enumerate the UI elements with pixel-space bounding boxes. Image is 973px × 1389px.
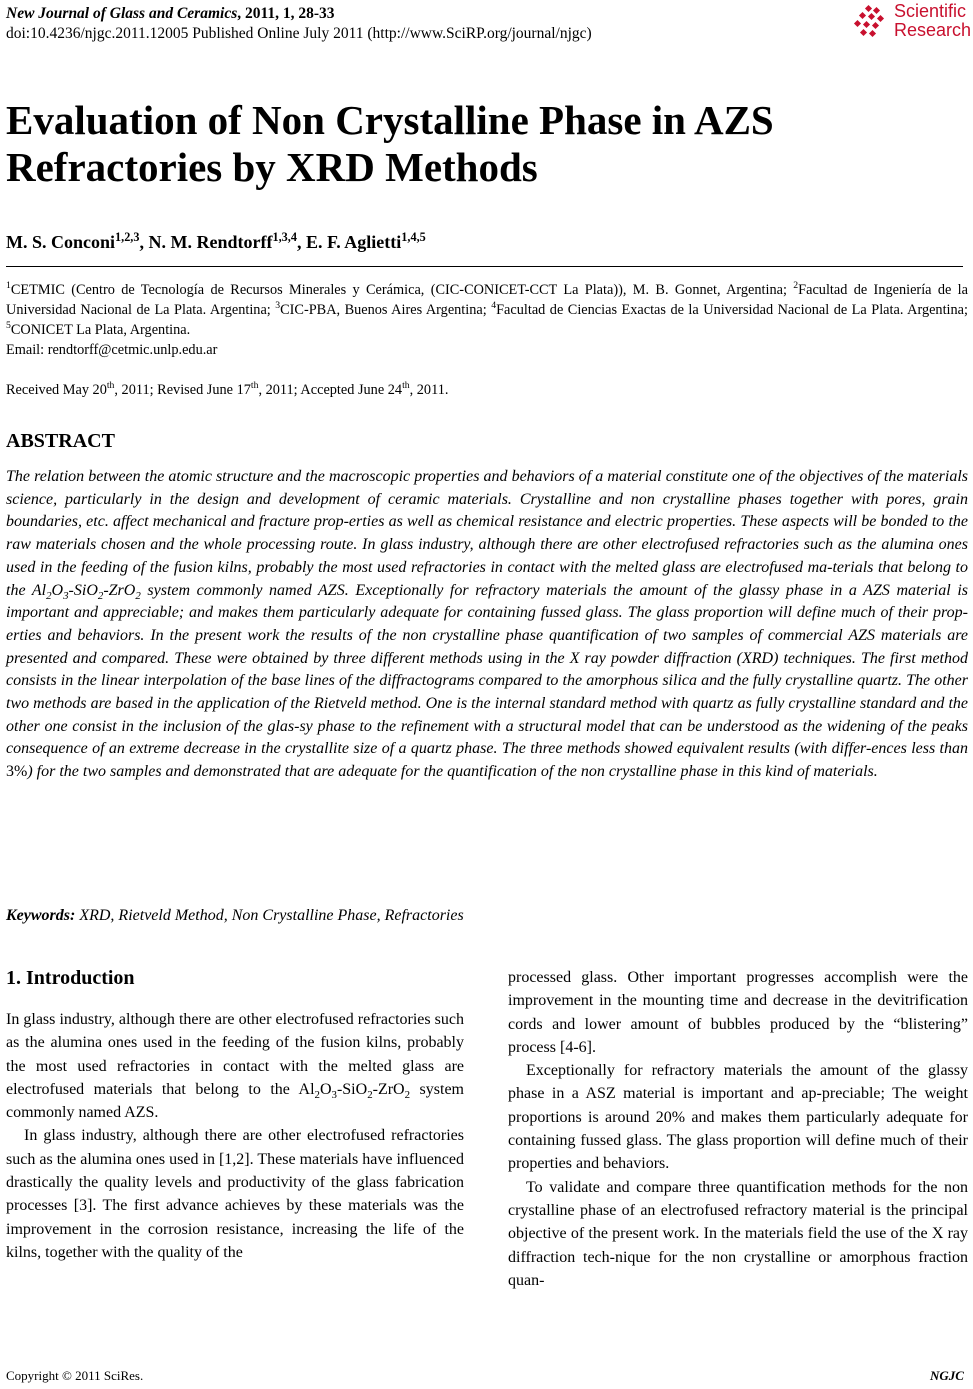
- header-divider: [6, 266, 963, 267]
- accepted-text: , 2011; Accepted June 24: [258, 382, 403, 398]
- logo-line2: Research: [894, 20, 972, 40]
- author-affiliation-sup: 1,4,5: [401, 230, 426, 244]
- abstract-heading: ABSTRACT: [6, 430, 115, 452]
- formula-sub: 2: [367, 1089, 373, 1102]
- contact-email: Email: rendtorff@cetmic.unlp.edu.ar: [6, 342, 218, 358]
- affiliations: [6, 280, 968, 360]
- author-name: E. F. Aglietti: [305, 232, 402, 252]
- abstract-sub: 2: [46, 589, 52, 602]
- affil-text: CETMIC (Centro de Tecnología de Recursos Minerales y Cerámica, (CIC-CONICET-CCT La Plata)), M. B. Gonnet, Argentina;: [10, 282, 794, 298]
- left-column: [6, 1008, 464, 1264]
- author-separator: ,: [139, 232, 149, 252]
- affil-text: CONICET La Plata, Argentina.: [10, 322, 191, 338]
- abstract-sub: 2: [135, 589, 141, 602]
- author-name: M. S. Conconi: [6, 232, 116, 252]
- formula-sub: 2: [404, 1089, 411, 1102]
- revised-text: , 2011; Revised June 17: [114, 382, 251, 398]
- paragraph-part: O: [319, 1080, 332, 1098]
- received-dates: [6, 382, 448, 399]
- paper-title: [6, 97, 966, 191]
- title-line2: Refractories by XRD Methods: [6, 144, 538, 190]
- affil-sup: 1: [6, 280, 11, 292]
- affil-text: CIC-PBA, Buenos Aires Argentina;: [280, 302, 492, 318]
- abstract-text: [6, 466, 968, 784]
- affil-text: Facultad de Ingeniería de la Universidad Nacional de La Plata. Argentina;: [6, 282, 968, 318]
- paragraph-part: system commonly named AZS.: [6, 1080, 464, 1122]
- paragraph: In glass industry, although there are other electrofused refractories such as the alumina ones used in [1,2]. These materials have influenced drastically the quality levels and productivity of the glass fabrication processes [3]. The first advance achieves by these materials was the improvement in the corrosion resistance, increasing the life of the kilns, together with the quality of the: [6, 1127, 464, 1261]
- abstract-part: system commonly named AZS. Exceptionally for refractory materials the amount of the glassy phase in a AZS material is important and appreciable; and makes them particularly adequate for containing fussed glass. The glass proportion will define much of their prop-erties and behaviors. In the present work the results of the non crystalline phase quantification of two samples of commercial AZS materials are presented and compared. These were obtained by three different methods using in the X ray powder diffraction (XRD) techniques. The first method consists in the linear interpolation of the base lines of the diffractograms compared to the amorphous silica and the fully crystalline quartz. The other two methods are based in the application of the Rietveld method. One is the internal standard method with quartz as fully crystalline standard and the other one consist in the inclusion of the glas-sy phase to the refinement with a structural model that can be understood as the widening of the peaks consequence of an extreme decrease in the crystallite size of a quartz phase. The three methods showed equivalent results (with differ-ences less than: [6, 581, 968, 758]
- abstract-part: 3%: [6, 763, 28, 781]
- footer-journal-abbr: NGJC: [930, 1368, 964, 1383]
- affil-sup: 4: [491, 300, 497, 312]
- revised-sup: th: [250, 380, 259, 392]
- abstract-part: ) for the two samples and demonstrated that are adequate for the quantification of the non crystalline phase in this kind of materials.: [27, 763, 878, 781]
- journal-name: New Journal of Glass and Ceramics: [6, 5, 238, 22]
- abstract-part: The relation between the atomic structure and the macroscopic properties and behaviors of a material constitute one of the objectives of the materials science, particularly in the design and development of ceramic materials. Crystalline and non crystalline phases together with pores, grain boundaries, etc. affect mechanical and fracture prop-erties as well as chemical resistance and electric properties. These aspects will be bonded to the raw materials chosen and the whole processing route. In glass industry, although there are other electrofused refractories such as the alumina ones used in the feeding of the fusion kilns, probably the most used refractories in contact with the melted glass are electrofused ma-terials that belong to the Al: [6, 468, 968, 599]
- abstract-part: -SiO: [68, 581, 98, 599]
- logo-line1: Scientific: [894, 1, 967, 21]
- affil-sup: 3: [275, 300, 281, 312]
- paragraph: Exceptionally for refractory materials the amount of the glassy phase in a ASZ material is important and ap-preciable; The weight proportions is around 20% and makes them particularly adequate for containing fussed glass. The glass proportion will define much of their properties and behaviors.: [508, 1062, 968, 1173]
- paragraph: [6, 1008, 464, 1124]
- abstract-part: O: [51, 581, 64, 599]
- author-name: N. M. Rendtorff: [148, 232, 273, 252]
- journal-header: [6, 4, 592, 44]
- accepted-sup: th: [402, 380, 410, 392]
- footer-copyright: Copyright © 2011 SciRes.: [6, 1368, 144, 1383]
- author-affiliation-sup: 1,3,4: [272, 230, 297, 244]
- journal-issue: , 2011, 1, 28-33: [237, 5, 335, 22]
- formula-sub: 2: [314, 1089, 320, 1102]
- received-sup: th: [106, 380, 115, 392]
- abstract-sub: 2: [97, 589, 104, 602]
- affil-sup: 5: [6, 320, 11, 332]
- paragraph: processed glass. Other important progresses accomplish were the improvement in the mounting time and decrease in the devitrification cords and lower amount of bubbles produced by the “blistering” process [4-6].: [508, 969, 968, 1056]
- section-heading-introduction: 1. Introduction: [6, 967, 135, 989]
- keywords: [6, 907, 464, 925]
- paragraph-part: In glass industry, although there are other electrofused refractories such as the alumina ones used in the feeding of the fusion kilns, probably the most used refractories in contact with the melted glass are electrofused materials that belong to the Al: [6, 1011, 464, 1098]
- doi-line: doi:10.4236/njgc.2011.12005 Published Online July 2011 (http://www.SciRP.org/journal/njgc): [6, 25, 592, 42]
- affil-sup: 2: [793, 280, 799, 292]
- right-column: [508, 966, 968, 1292]
- scirp-logo-icon: [852, 4, 890, 42]
- title-line1: Evaluation of Non Crystalline Phase in AZS: [6, 97, 774, 143]
- received-text: Received May 20: [6, 382, 107, 398]
- keywords-list: XRD, Rietveld Method, Non Crystalline Phase, Refractories: [75, 907, 464, 924]
- author-affiliation-sup: 1,2,3: [115, 230, 140, 244]
- paragraph: To validate and compare three quantification methods for the non crystalline phase of an electrofused refractory material is the principal objective of the present work. In the materials field the use of the X ray diffraction tech-nique for the non crystalline or amorphous fraction quan-: [508, 1178, 968, 1289]
- author-separator: ,: [296, 232, 306, 252]
- accepted-year: , 2011.: [409, 382, 449, 398]
- affil-text: Facultad de Ciencias Exactas de la Universidad Nacional de La Plata. Argentina;: [496, 302, 968, 318]
- publisher-logo: [852, 2, 970, 44]
- paragraph-part: -SiO: [336, 1080, 368, 1098]
- paragraph-part: -ZrO: [372, 1080, 405, 1098]
- keywords-label: Keywords:: [6, 907, 76, 924]
- author-list: [6, 232, 426, 253]
- abstract-part: -ZrO: [103, 581, 136, 599]
- formula-sub: 3: [331, 1089, 337, 1102]
- abstract-sub: 3: [63, 589, 69, 602]
